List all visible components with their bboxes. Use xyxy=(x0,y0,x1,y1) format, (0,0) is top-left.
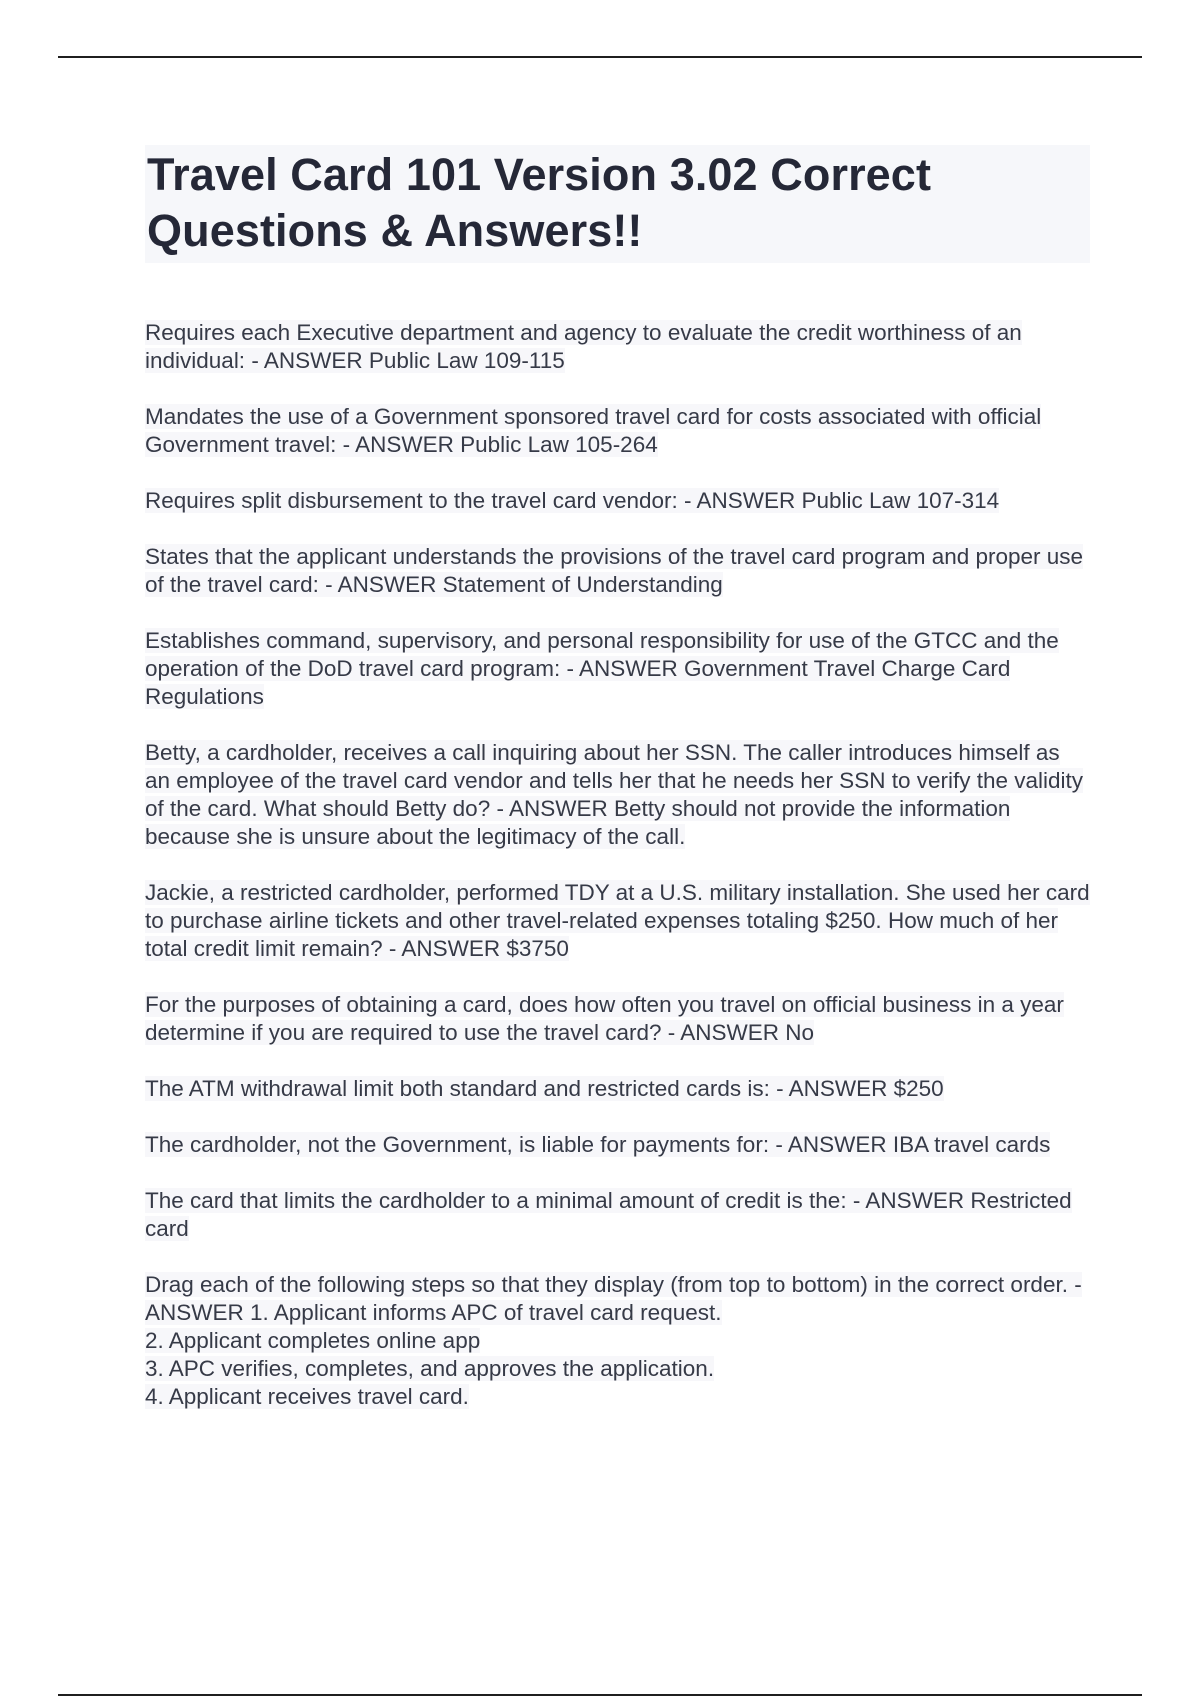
qa-item xyxy=(145,487,1090,515)
qa-text: Mandates the use of a Government sponsored travel card for costs associated with official Government travel: - ANSWER Public Law 105-264 xyxy=(145,404,1042,457)
qa-item xyxy=(145,319,1090,375)
qa-text: Requires split disbursement to the travel card vendor: - ANSWER Public Law 107-314 xyxy=(145,488,1000,513)
qa-item xyxy=(145,1187,1090,1243)
qa-list xyxy=(145,319,1090,1411)
qa-text: The cardholder, not the Government, is liable for payments for: - ANSWER IBA travel cards xyxy=(145,1132,1051,1157)
qa-item xyxy=(145,879,1090,963)
qa-text: For the purposes of obtaining a card, does how often you travel on official business in a year determine if you are required to use the travel card? - ANSWER No xyxy=(145,992,1064,1045)
qa-text: The card that limits the cardholder to a minimal amount of credit is the: - ANSWER Restricted card xyxy=(145,1188,1072,1241)
header-rule xyxy=(58,56,1142,58)
qa-item xyxy=(145,739,1090,851)
qa-item xyxy=(145,543,1090,599)
document-content xyxy=(145,145,1090,1439)
qa-text: States that the applicant understands the provisions of the travel card program and proper use of the travel card: - ANSWER Statement of Understanding xyxy=(145,544,1084,597)
footer-rule xyxy=(58,1694,1142,1696)
qa-text: Drag each of the following steps so that they display (from top to bottom) in the correct order. - ANSWER 1. Applicant informs APC of travel card request. 2. Applicant completes online app 3. APC verifies, completes, and approves the application. 4. Applicant receives travel card. xyxy=(145,1272,1082,1409)
qa-text: Requires each Executive department and agency to evaluate the credit worthiness of an individual: - ANSWER Public Law 109-115 xyxy=(145,320,1022,373)
qa-item xyxy=(145,1075,1090,1103)
qa-item xyxy=(145,1271,1090,1411)
qa-item xyxy=(145,1131,1090,1159)
qa-item xyxy=(145,627,1090,711)
page-title: Travel Card 101 Version 3.02 Correct Questions & Answers!! xyxy=(145,145,1090,263)
qa-item xyxy=(145,991,1090,1047)
qa-text: Jackie, a restricted cardholder, performed TDY at a U.S. military installation. She used her card to purchase airline tickets and other travel-related expenses totaling $250. How much of her total credit limit remain? - ANSWER $3750 xyxy=(145,880,1090,961)
qa-text: Establishes command, supervisory, and personal responsibility for use of the GTCC and the operation of the DoD travel card program: - ANSWER Government Travel Charge Card Regulations xyxy=(145,628,1059,709)
qa-item xyxy=(145,403,1090,459)
qa-text: Betty, a cardholder, receives a call inquiring about her SSN. The caller introduces himself as an employee of the travel card vendor and tells her that he needs her SSN to verify the validity of the card. What should Betty do? - ANSWER Betty should not provide the information because she is unsure about the legitimacy of the call. xyxy=(145,740,1084,849)
qa-text: The ATM withdrawal limit both standard and restricted cards is: - ANSWER $250 xyxy=(145,1076,944,1101)
